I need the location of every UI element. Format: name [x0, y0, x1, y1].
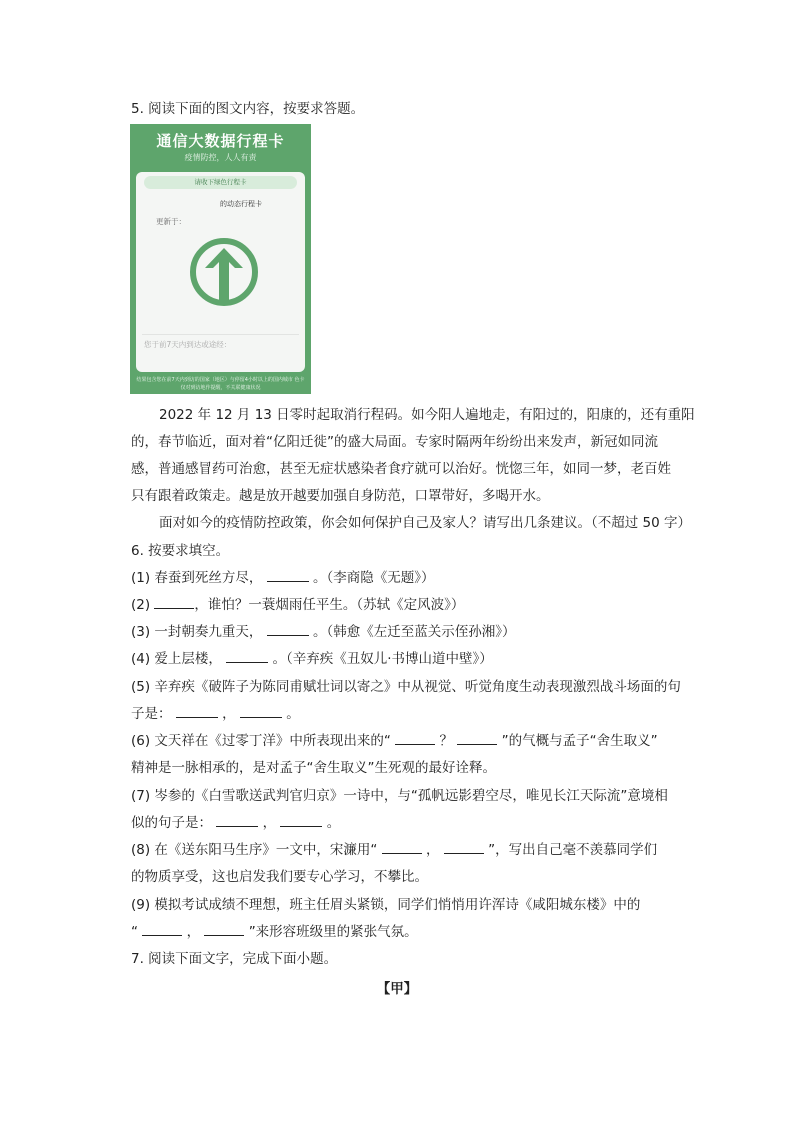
- answer-blank[interactable]: [204, 935, 244, 936]
- fill-item: (3) 一封朝奏九重天， 。（韩愈《左迁至蓝关示侄孙湘》）: [131, 624, 516, 640]
- answer-blank[interactable]: [382, 853, 422, 854]
- fill-item-6-line1: (6) 文天祥在《过零丁洋》中所表现出来的“ ？ ”的气概与孟子“舍生取义”: [131, 733, 658, 749]
- answer-blank[interactable]: [226, 662, 268, 663]
- panel-head: 请收下绿色行程卡: [144, 176, 297, 189]
- fill-item-8-line1: (8) 在《送东阳马生序》一文中，宋濂用“ ， ”，写出自己毫不羡慕同学们: [131, 842, 658, 858]
- question-7-title: 7. 阅读下面文字，完成下面小题。: [131, 951, 338, 967]
- visited-label: 您于前7天内到达或途经：: [144, 340, 232, 349]
- panel-label: 的动态行程卡: [220, 200, 262, 208]
- answer-blank[interactable]: [280, 826, 322, 827]
- question-5-task: 面对如今的疫情防控政策，你会如何保护自己及家人？请写出几条建议。（不超过 50 字）: [159, 515, 692, 531]
- card-title: 通信大数据行程卡: [156, 132, 285, 150]
- answer-blank[interactable]: [176, 717, 218, 718]
- answer-blank[interactable]: [240, 717, 282, 718]
- fill-item-6-line2: 精神是一脉相承的，是对孟子“舍生取义”生死观的最好诠释。: [131, 760, 496, 776]
- answer-blank[interactable]: [267, 635, 309, 636]
- passage-line: 的，春节临近，面对着“亿阳迁徙”的盛大局面。专家时隔两年纷纷出来发声，新冠如同流: [131, 434, 658, 450]
- answer-blank[interactable]: [395, 744, 435, 745]
- section-heading-jia: 【甲】: [376, 981, 418, 997]
- panel-divider: [142, 334, 299, 335]
- answer-blank[interactable]: [154, 608, 194, 609]
- passage-line: 2022 年 12 月 13 日零时起取消行程码。如今阳人遍地走，有阳过的，阳康的，还有重阳: [159, 407, 695, 423]
- fill-item-9-line1: (9) 模拟考试成绩不理想，班主任眉头紧锁，同学们悄悄用许浑诗《咸阳城东楼》中的: [131, 897, 641, 913]
- fill-item-5-line2: 子是： ， 。: [131, 706, 300, 722]
- question-5-prompt: 5. 阅读下面的图文内容，按要求答题。: [131, 101, 365, 117]
- fill-item-5-line1: (5) 辛弃疾《破阵子为陈同甫赋壮词以寄之》中从视觉、听觉角度生动表现激烈战斗场面的句: [131, 679, 681, 695]
- answer-blank[interactable]: [444, 853, 484, 854]
- fill-item: (4) 爱上层楼， 。（辛弃疾《丑奴儿·书博山道中壁》）: [131, 651, 493, 667]
- question-6-title: 6. 按要求填空。: [131, 543, 230, 559]
- updated-label: 更新于：: [156, 217, 186, 226]
- passage-line: 感，普通感冒药可治愈，甚至无症状感染者食疗就可以治好。恍惚三年，如同一梦，老百姓: [131, 461, 671, 477]
- fill-item-9-line2: “ ， ”来形容班级里的紧张气氛。: [131, 924, 418, 940]
- itinerary-card-image: [130, 124, 311, 394]
- answer-blank[interactable]: [142, 935, 182, 936]
- fill-item-8-line2: 的物质享受，这也启发我们要专心学习，不攀比。: [131, 869, 428, 885]
- answer-blank[interactable]: [457, 744, 497, 745]
- passage-line: 只有跟着政策走。越是放开越要加强自身防范，口罩带好，多喝开水。: [131, 488, 550, 504]
- green-arrow-icon: [189, 234, 259, 310]
- answer-blank[interactable]: [216, 826, 258, 827]
- answer-blank[interactable]: [267, 581, 309, 582]
- card-note: 结果包含您在前7天内到访的国家（地区）与停留4小时以上的国内城市 色卡仅对到访地作提醒，不关联健康状况: [136, 377, 305, 391]
- card-panel: [136, 172, 305, 372]
- fill-item-7-line1: (7) 岑参的《白雪歌送武判官归京》一诗中，与“孤帆远影碧空尽，唯见长江天际流”意境相: [131, 788, 668, 804]
- card-subtitle: 疫情防控，人人有责: [184, 153, 257, 162]
- fill-item: (1) 春蚕到死丝方尽， 。（李商隐《无题》）: [131, 570, 435, 586]
- fill-item: (2) ，谁怕？一蓑烟雨任平生。（苏轼《定风波》）: [131, 597, 465, 613]
- fill-item-7-line2: 似的句子是： ， 。: [131, 815, 341, 831]
